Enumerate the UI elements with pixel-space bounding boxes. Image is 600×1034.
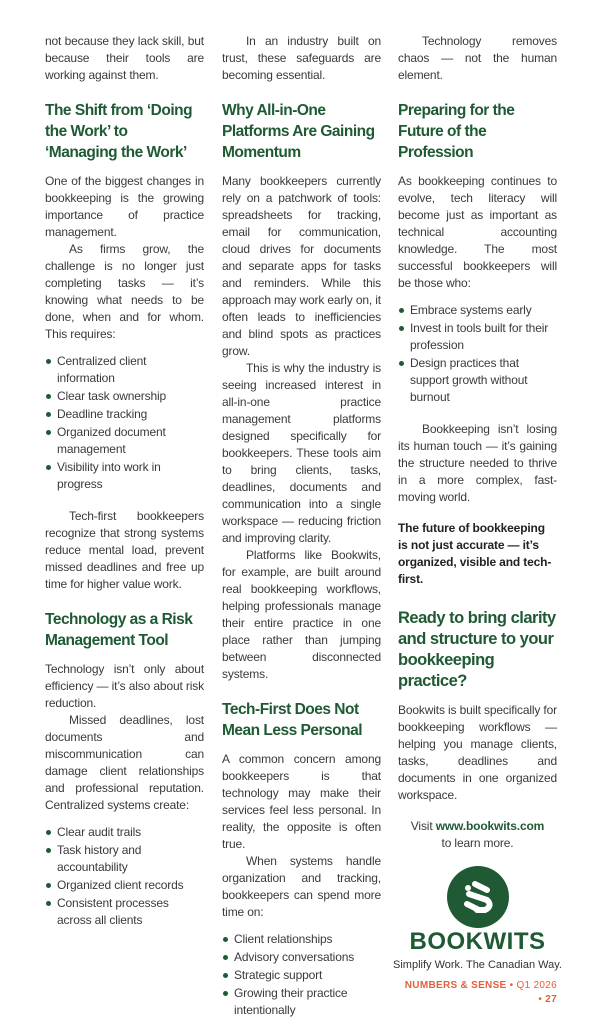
list-item: Visibility into work in progress bbox=[45, 459, 204, 493]
paragraph: As bookkeeping continues to evolve, tech literacy will become just as important as technical accounting knowledge. The most successful bookkeepers will be those who: bbox=[398, 174, 557, 290]
brand-tagline: Simplify Work. The Canadian Way. bbox=[393, 959, 562, 971]
paragraph: Technology removes chaos — not the human element. bbox=[398, 34, 557, 82]
list-item: Consistent processes across all clients bbox=[45, 895, 204, 929]
separator: • bbox=[538, 994, 543, 1005]
paragraph: Many bookkeepers currently rely on a patchwork of tools: spreadsheets for tracking, email for communication, cloud drives for documents and separate apps for tasks and reminders. While this approach may work early on, it often leads to inefficiencies and blind spots as practices grow. bbox=[222, 174, 381, 358]
paragraph: not because they lack skill, but because their tools are working against them. bbox=[45, 34, 204, 82]
list-item: Clear task ownership bbox=[45, 388, 204, 405]
list-item: Centralized client information bbox=[45, 353, 204, 387]
section-heading: Why All-in-One Platforms Are Gaining Momentum bbox=[222, 102, 375, 161]
page-number: 27 bbox=[545, 994, 557, 1005]
list-item: Design practices that support growth without burnout bbox=[398, 355, 557, 406]
section-heading: Tech-First Does Not Mean Less Personal bbox=[222, 701, 363, 739]
paragraph: Bookkeeping isn’t losing its human touch — it’s gaining the structure needed to thrive in a more complex, fast-moving world. bbox=[398, 422, 557, 504]
section-heading: Technology as a Risk Management Tool bbox=[45, 611, 193, 649]
callout-text: The future of bookkeeping is not just accurate — it’s organized, visible and tech-first. bbox=[398, 521, 552, 586]
paragraph: Technology isn’t only about efficiency — it’s also about risk reduction. bbox=[45, 662, 204, 710]
list-item: Embrace systems early bbox=[398, 302, 557, 319]
bullet-list bbox=[45, 824, 204, 930]
website-link[interactable]: www.bookwits.com bbox=[435, 819, 545, 833]
visit-prefix: Visit bbox=[410, 819, 436, 833]
brand-name: BOOKWITS bbox=[409, 928, 546, 955]
list-item: Strategic support bbox=[222, 967, 381, 984]
column-3 bbox=[393, 33, 562, 1007]
cta-heading: Ready to bring clarity and structure to your bookkeeping practice? bbox=[398, 609, 556, 690]
bullet-list bbox=[222, 931, 381, 1020]
paragraph: Bookwits is built specifically for bookkeeping workflows — helping you manage clients, tasks, deadlines and documents in one organized workspace. bbox=[398, 703, 557, 802]
list-item: Organized document management bbox=[45, 424, 204, 458]
list-item: Task history and accountability bbox=[45, 842, 204, 876]
page-footer bbox=[398, 979, 557, 1007]
column-1 bbox=[45, 33, 204, 944]
list-item: Clear audit trails bbox=[45, 824, 204, 841]
bullet-list bbox=[398, 302, 557, 407]
list-item: Invest in tools built for their profession bbox=[398, 320, 557, 354]
paragraph: This is why the industry is seeing increased interest in all-in-one practice management platforms designed specifically for bookkeepers. These tools aim to bring clients, tasks, deadlines, documents and communication into a single workspace — reducing friction and improving clarity. bbox=[222, 361, 381, 545]
paragraph: As firms grow, the challenge is no longer just completing tasks — it’s knowing what needs to be done, when and for whom. This requires: bbox=[45, 242, 204, 341]
list-item: Client relationships bbox=[222, 931, 381, 948]
section-heading: Preparing for the Future of the Profession bbox=[398, 102, 515, 161]
list-item: Growing their practice intentionally bbox=[222, 985, 381, 1019]
bullet-list bbox=[45, 353, 204, 494]
issue: Q1 2026 bbox=[516, 980, 557, 991]
paragraph: Tech-first bookkeepers recognize that strong systems reduce mental load, prevent missed deadlines and free up time for higher value work. bbox=[45, 509, 204, 591]
visit-suffix: to learn more. bbox=[441, 836, 514, 850]
list-item: Organized client records bbox=[45, 877, 204, 894]
paragraph: Platforms like Bookwits, for example, are built around real bookkeeping workflows, helping professionals manage their entire practice in one place rather than jumping between disconnected systems. bbox=[222, 548, 381, 681]
column-2 bbox=[222, 33, 381, 1034]
paragraph: One of the biggest changes in bookkeeping is the growing importance of practice management. bbox=[45, 174, 204, 239]
list-item: Advisory conversations bbox=[222, 949, 381, 966]
paragraph: A common concern among bookkeepers is that technology may make their services feel less personal. In reality, the opposite is often true. bbox=[222, 752, 381, 851]
section-heading: The Shift from ‘Doing the Work’ to ‘Managing the Work’ bbox=[45, 102, 193, 161]
paragraph: When systems handle organization and tracking, bookkeepers can spend more time on: bbox=[222, 854, 381, 919]
bookwits-logo-icon bbox=[447, 866, 509, 928]
paragraph: In an industry built on trust, these safeguards are becoming essential. bbox=[222, 34, 381, 82]
visit-text bbox=[398, 818, 557, 852]
list-item: Deadline tracking bbox=[45, 406, 204, 423]
paragraph: Missed deadlines, lost documents and miscommunication can damage client relationships and professional reputation. Centralized systems create: bbox=[45, 713, 204, 812]
publication-name: NUMBERS & SENSE bbox=[404, 980, 507, 991]
separator: • bbox=[509, 980, 514, 991]
